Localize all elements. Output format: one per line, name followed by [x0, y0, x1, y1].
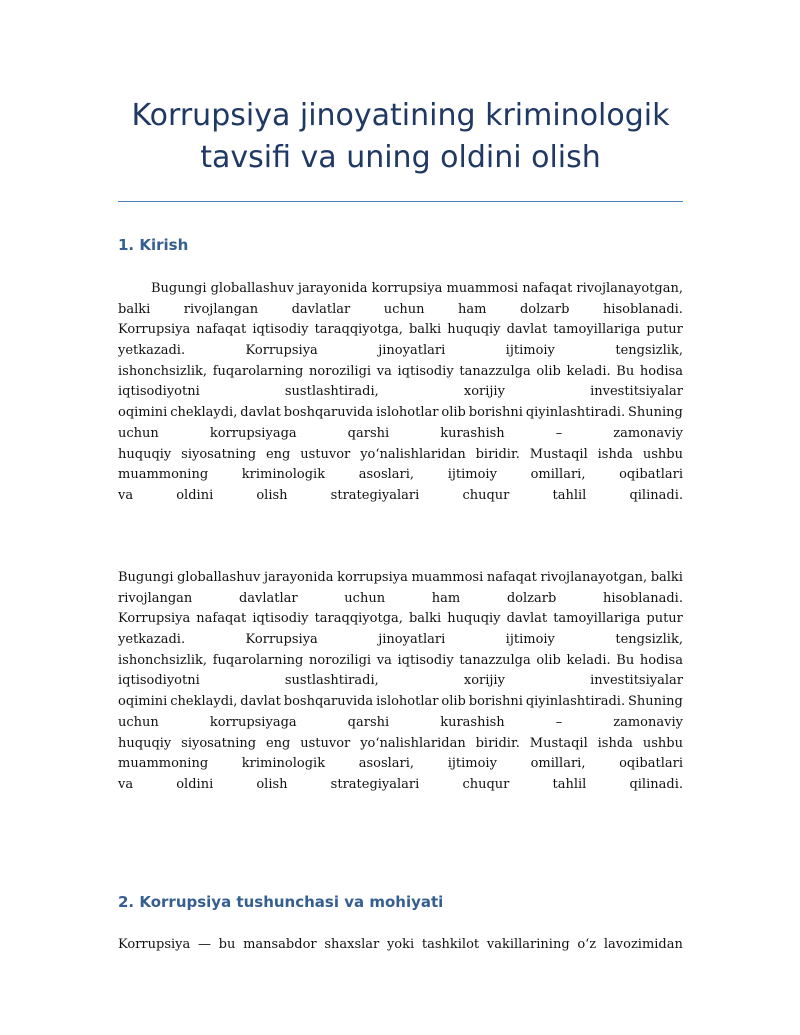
- word: nafaqat: [196, 322, 247, 338]
- word: globallashuv: [210, 281, 294, 296]
- text-line: [118, 568, 683, 589]
- word: rivojlanayotgan,: [540, 570, 648, 585]
- word: taraqqiyotga,: [314, 611, 403, 627]
- word: sustlashtiradi,: [284, 673, 379, 689]
- word: tengsizlik,: [615, 632, 683, 648]
- word: yo‘nalishlaridan: [360, 735, 466, 751]
- text-line: [118, 382, 683, 403]
- word: olib: [441, 694, 466, 710]
- word: biridir.: [475, 446, 520, 462]
- word: investitsiyalar: [590, 673, 683, 689]
- word: biridir.: [475, 735, 520, 751]
- word: mansabdor: [243, 937, 317, 952]
- word: noroziligi: [309, 652, 372, 668]
- word: iqtisodiyotni: [118, 673, 200, 689]
- word: davlatlar: [291, 301, 351, 317]
- word: Korrupsiya: [245, 343, 318, 359]
- text-line: [118, 692, 683, 713]
- word: qiyinlashtiradi.: [525, 694, 626, 710]
- word: cheklaydi,: [170, 694, 238, 710]
- word: kurashish: [440, 425, 505, 441]
- text-line: [118, 445, 683, 466]
- word: Mustaqil: [529, 735, 588, 751]
- word: qilinadi.: [629, 776, 683, 792]
- text-line: [118, 300, 683, 321]
- word: tamoyillariga: [553, 611, 641, 627]
- word: chuqur: [462, 776, 510, 792]
- word: cheklaydi,: [170, 405, 238, 421]
- word: rivojlanayotgan,: [576, 281, 683, 296]
- word: davlat: [506, 611, 548, 627]
- word: zamonaviy: [613, 425, 683, 441]
- word: xorijiy: [463, 673, 505, 689]
- word: siyosatning: [181, 446, 257, 462]
- text-line: [118, 713, 683, 734]
- text-line: [118, 671, 683, 692]
- word: putur: [646, 611, 683, 627]
- word: Korrupsiya: [118, 937, 191, 952]
- text-line: [118, 935, 683, 956]
- word: ushbu: [642, 735, 683, 751]
- word: Bugungi: [151, 281, 207, 296]
- word: borishni: [468, 405, 523, 421]
- word: Bugungi: [118, 570, 174, 585]
- word: asoslari,: [358, 467, 415, 483]
- word: uchun: [118, 425, 159, 441]
- word: shaxslar: [324, 937, 380, 952]
- word: muammosi: [411, 570, 484, 585]
- word: asoslari,: [358, 756, 415, 772]
- title-line-2: tavsifi va uning oldini olish: [200, 140, 601, 175]
- word: balki: [408, 322, 442, 338]
- word: Shuning: [628, 405, 683, 421]
- word: va: [118, 487, 134, 503]
- word: ham: [431, 590, 461, 606]
- word: uchun: [344, 590, 386, 606]
- word: yo‘nalishlaridan: [360, 446, 466, 462]
- word: iqtisodiy: [397, 363, 454, 379]
- word: zamonaviy: [613, 714, 683, 730]
- word: putur: [646, 322, 683, 338]
- word: eng: [265, 446, 291, 462]
- word: strategiyalari: [330, 487, 420, 503]
- word: iqtisodiy: [252, 322, 309, 338]
- word: ustuvor: [300, 446, 351, 462]
- word: tamoyillariga: [553, 322, 641, 338]
- word: oldini: [176, 487, 214, 503]
- word: –: [555, 425, 563, 441]
- word: rivojlangan: [118, 590, 193, 606]
- text-line: [118, 734, 683, 755]
- word: kriminologik: [241, 467, 326, 483]
- word: muammoning: [118, 756, 209, 772]
- word: qarshi: [347, 714, 390, 730]
- word: Korrupsiya: [118, 322, 191, 338]
- paragraph-2: [118, 568, 683, 796]
- text-line: [118, 341, 683, 362]
- word: olib: [441, 405, 466, 421]
- document-title: [118, 95, 683, 179]
- word: iqtisodiyotni: [118, 384, 200, 400]
- word: islohotlar: [376, 694, 439, 710]
- word: oldini: [176, 776, 214, 792]
- word: oqimini: [118, 694, 168, 710]
- word: tanazzulga: [459, 652, 531, 668]
- word: oqibatlari: [619, 756, 683, 772]
- word: ishonchsizlik,: [118, 652, 208, 668]
- word: ishonchsizlik,: [118, 363, 208, 379]
- word: omillari,: [530, 756, 586, 772]
- word: globallashuv: [177, 570, 261, 585]
- word: kurashish: [440, 714, 505, 730]
- word: nafaqat: [522, 281, 573, 296]
- word: kriminologik: [241, 756, 326, 772]
- text-line: [118, 775, 683, 796]
- word: oqimini: [118, 405, 168, 421]
- paragraph-1: [118, 279, 683, 507]
- word: davlat: [240, 405, 281, 421]
- word: yetkazadi.: [118, 632, 186, 648]
- word: balki: [650, 570, 683, 585]
- text-line: [118, 465, 683, 486]
- word: nafaqat: [486, 570, 537, 585]
- word: olish: [256, 487, 288, 503]
- word: Bu: [616, 652, 635, 668]
- word: omillari,: [530, 467, 586, 483]
- text-line: [118, 589, 683, 610]
- word: investitsiyalar: [590, 384, 683, 400]
- word: yetkazadi.: [118, 343, 186, 359]
- word: ijtimoiy: [447, 467, 497, 483]
- word: olib: [536, 363, 561, 379]
- word: siyosatning: [181, 735, 257, 751]
- word: uchun: [383, 301, 425, 317]
- word: ishda: [597, 735, 633, 751]
- word: uchun: [118, 714, 159, 730]
- word: lavozimidan: [603, 937, 683, 952]
- word: fuqarolarning: [212, 652, 304, 668]
- text-line: [118, 320, 683, 341]
- text-line: [118, 403, 683, 424]
- word: muammosi: [446, 281, 519, 296]
- word: qarshi: [347, 425, 390, 441]
- word: iqtisodiy: [397, 652, 454, 668]
- word: vakillarining: [486, 937, 570, 952]
- word: korrupsiyaga: [209, 425, 297, 441]
- word: fuqarolarning: [212, 363, 304, 379]
- word: ijtimoiy: [505, 343, 555, 359]
- word: jarayonida: [263, 570, 334, 585]
- word: tashkilot: [421, 937, 480, 952]
- text-line: [118, 754, 683, 775]
- word: nafaqat: [196, 611, 247, 627]
- word: strategiyalari: [330, 776, 420, 792]
- word: —: [197, 937, 211, 952]
- word: qiyinlashtiradi.: [525, 405, 626, 421]
- word: Shuning: [628, 694, 683, 710]
- word: bu: [218, 937, 236, 952]
- word: oqibatlari: [619, 467, 683, 483]
- word: Korrupsiya: [245, 632, 318, 648]
- word: islohotlar: [376, 405, 439, 421]
- word: iqtisodiy: [252, 611, 309, 627]
- word: xorijiy: [463, 384, 505, 400]
- word: hodisa: [639, 363, 683, 379]
- word: sustlashtiradi,: [284, 384, 379, 400]
- text-line: [118, 279, 683, 300]
- section-heading-tushuncha: 2. Korrupsiya tushunchasi va mohiyati: [118, 893, 444, 911]
- word: o‘z: [577, 937, 597, 952]
- word: jinoyatlari: [378, 343, 446, 359]
- word: muammoning: [118, 467, 209, 483]
- word: huquqiy: [118, 735, 172, 751]
- text-line: [118, 609, 683, 630]
- word: balki: [408, 611, 442, 627]
- word: borishni: [468, 694, 523, 710]
- word: korrupsiya: [337, 570, 408, 585]
- word: davlatlar: [238, 590, 298, 606]
- word: Korrupsiya: [118, 611, 191, 627]
- word: dolzarb: [519, 301, 570, 317]
- word: tengsizlik,: [615, 343, 683, 359]
- word: va: [376, 652, 392, 668]
- text-line: [118, 630, 683, 651]
- word: hisoblanadi.: [602, 590, 683, 606]
- word: ijtimoiy: [447, 756, 497, 772]
- text-line: [118, 362, 683, 383]
- word: huquqiy: [118, 446, 172, 462]
- word: ishda: [597, 446, 633, 462]
- word: boshqaruvida: [283, 405, 374, 421]
- word: rivojlangan: [183, 301, 259, 317]
- word: korrupsiyaga: [209, 714, 297, 730]
- word: hisoblanadi.: [602, 301, 683, 317]
- word: jarayonida: [297, 281, 368, 296]
- word: –: [555, 714, 563, 730]
- word: keladi.: [566, 363, 611, 379]
- word: balki: [118, 301, 151, 317]
- word: tahlil: [552, 487, 587, 503]
- word: ijtimoiy: [505, 632, 555, 648]
- word: chuqur: [462, 487, 510, 503]
- word: huquqiy: [447, 611, 501, 627]
- paragraph-3: [118, 935, 683, 956]
- word: ustuvor: [300, 735, 351, 751]
- word: huquqiy: [447, 322, 501, 338]
- title-divider: [118, 201, 683, 202]
- word: yoki: [386, 937, 415, 952]
- word: va: [118, 776, 134, 792]
- word: tahlil: [552, 776, 587, 792]
- word: davlat: [506, 322, 548, 338]
- word: olib: [536, 652, 561, 668]
- word: ham: [458, 301, 487, 317]
- word: tanazzulga: [459, 363, 531, 379]
- text-line: [118, 486, 683, 507]
- word: dolzarb: [506, 590, 557, 606]
- word: taraqqiyotga,: [314, 322, 403, 338]
- text-line: [118, 651, 683, 672]
- word: Mustaqil: [529, 446, 588, 462]
- word: eng: [265, 735, 291, 751]
- word: ushbu: [642, 446, 683, 462]
- word: va: [376, 363, 392, 379]
- section-heading-kirish: 1. Kirish: [118, 236, 189, 254]
- word: davlat: [240, 694, 281, 710]
- word: keladi.: [566, 652, 611, 668]
- word: qilinadi.: [629, 487, 683, 503]
- word: korrupsiya: [371, 281, 443, 296]
- title-line-1: Korrupsiya jinoyatining kriminologik: [131, 98, 670, 133]
- word: hodisa: [639, 652, 683, 668]
- word: boshqaruvida: [283, 694, 374, 710]
- word: noroziligi: [309, 363, 372, 379]
- word: Bu: [616, 363, 635, 379]
- word: olish: [256, 776, 288, 792]
- word: jinoyatlari: [378, 632, 446, 648]
- text-line: [118, 424, 683, 445]
